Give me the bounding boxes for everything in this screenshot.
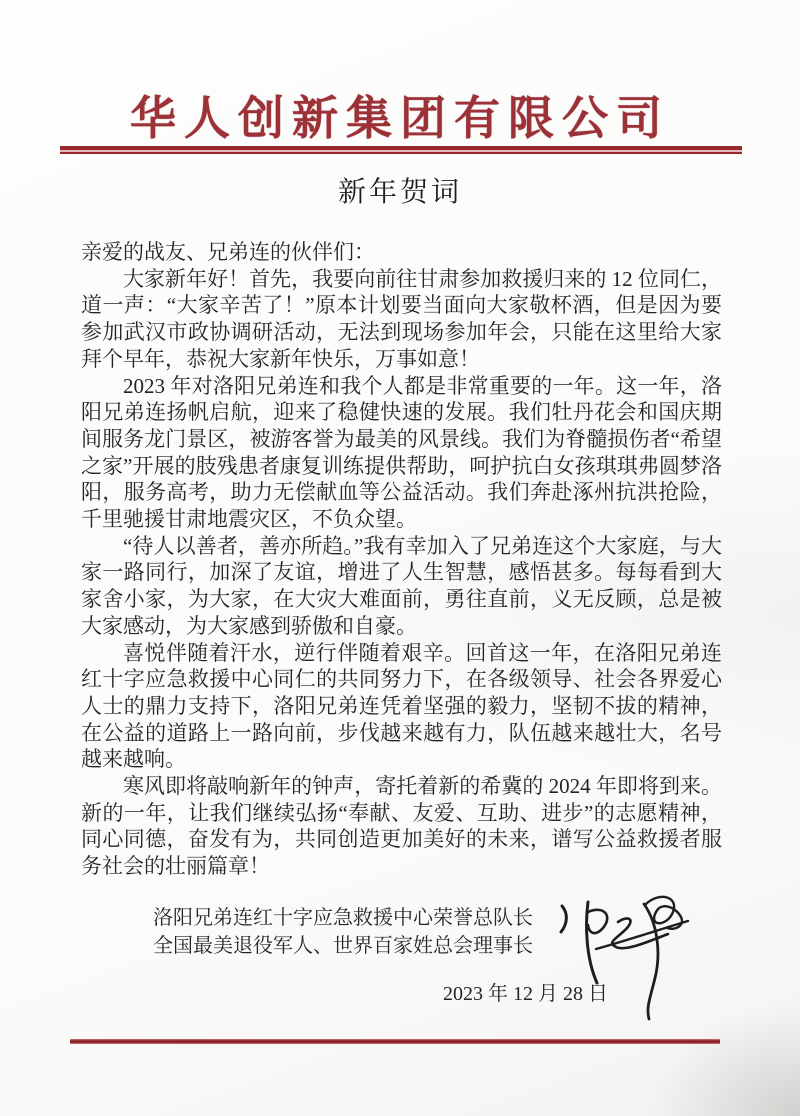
paragraph: 大家新年好！首先，我要向前往甘肃参加救援归来的 12 位同仁，道一声：“大家辛苦了！”原本计划要当面向大家敬杯酒，但是因为要参加武汉市政协调研活动，无法到现场参加年会，只能在这里给大家拜个早年，恭祝大家新年快乐，万事如意！ [81, 266, 722, 371]
paragraph: 喜悦伴随着汗水，逆行伴随着艰辛。回首这一年，在洛阳兄弟连红十字应急救援中心同仁的共同努力下，在各级领导、社会各界爱心人士的鼎力支持下，洛阳兄弟连凭着坚强的毅力，坚韧不拔的精神，在公益的道路上一路向前，步伐越来越有力，队伍越来越壮大，名号越来越响。 [81, 640, 722, 772]
footer-rule [70, 1039, 720, 1044]
company-name: 华人创新集团有限公司 [130, 93, 670, 144]
signature-title-line: 洛阳兄弟连红十字应急救援中心荣誉总队长 [153, 907, 533, 929]
date-line: 2023 年 12 月 28 日 [443, 983, 608, 1005]
header-double-rule [60, 146, 742, 154]
salutation: 亲爱的战友、兄弟连的伙伴们： [81, 240, 375, 264]
letter-body [81, 239, 722, 880]
paragraph: “待人以善者，善亦所趋。”我有幸加入了兄弟连这个大家庭，与大家一路同行，加深了友谊，增进了人生智慧，感悟甚多。每每看到大家舍小家，为大家，在大灾大难面前，勇往直前，义无反顾，总是被大家感动，为大家感到骄傲和自豪。 [81, 533, 722, 638]
signature-role-line: 全国最美退役军人、世界百家姓总会理事长 [153, 935, 533, 957]
paragraph: 2023 年对洛阳兄弟连和我个人都是非常重要的一年。这一年，洛阳兄弟连扬帆启航，迎来了稳健快速的发展。我们牡丹花会和国庆期间服务龙门景区，被游客誉为最美的风景线。我们为脊髓损伤者“希望之家”开展的肢残患者康复训练提供帮助，呵护抗白女孩琪琪弗圆梦洛阳，服务高考，助力无偿献血等公益活动。我们奔赴涿州抗洪抢险，千里驰援甘肃地震灾区，不负众望。 [81, 373, 722, 532]
handwritten-signature-icon [540, 882, 695, 1027]
letter-title: 新年贺词 [337, 176, 462, 207]
paragraph: 寒风即将敲响新年的钟声，寄托着新的希冀的 2024 年即将到来。新的一年，让我们继续弘扬“奉献、友爱、互助、进步”的志愿精神，同心同德，奋发有为，共同创造更加美好的未来，谱写公益救援者服务社会的壮丽篇章！ [81, 774, 722, 879]
signature-block [0, 904, 533, 960]
